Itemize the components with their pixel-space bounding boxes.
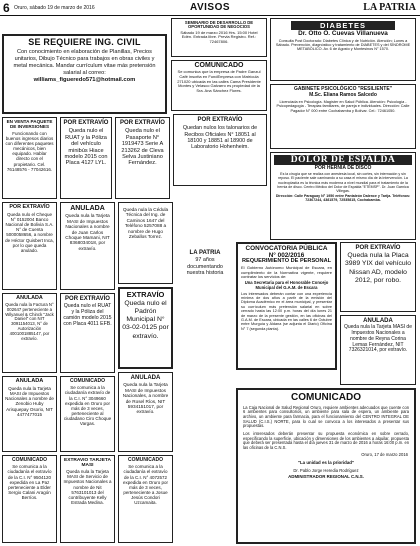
ad-title: POR EXTRAVÍO <box>9 204 50 210</box>
ad-title: COMUNICADO <box>70 378 105 384</box>
page-header <box>0 0 420 16</box>
ad-title: CONVOCATORIA PÚBLICA <box>245 245 328 252</box>
ad-email: williams_figueredo571@hotmail.com <box>33 77 136 84</box>
ad-extravio-ruat-2 <box>60 293 115 373</box>
ad-comunica-ci <box>60 376 115 452</box>
ad-body: Queda nula la Tarjeta MASI de Impuestos Nacionales a nombre de Juan Carlos Choque Mamani, NIT 8368034018, por extravío. <box>65 213 110 251</box>
ad-body: Se comunica a la ciudadanía extravío de la C.I. N° 3049660 expedida en Oruro por más de 3 veces, perteneciente al ciudadano Ciro Choque Vargas. <box>63 385 112 427</box>
ad-body: Queda nula la Cédula Técnica del Ing. de Caminos 1647 del Teléfono 5257088 a nombre de Hugo Zeballos Torrez. <box>122 207 169 240</box>
ad-gabinete <box>270 84 416 149</box>
ad-doctor: M.Sc. Eliana Ramos Salcedo <box>309 92 377 99</box>
ad-extravio-recibos <box>173 114 267 186</box>
ad-title: ANULADA <box>363 318 393 324</box>
ad-convocatoria <box>236 242 337 370</box>
ad-body: Es la cirugía que se realiza con anestesia local, sin cortes, sin internación y sin reposo. El paciente sale caminando a su casa el mismo día de la intervención. La nucleoplastía es la técnica más moderna a nivel mundial para el tratamiento de la hernia de disco. Centro Médico del Dolor de Espalda "ETEMSP". Dr. Juan Garnica Villegas. <box>277 172 409 193</box>
ad-cedula-tecnica <box>118 202 173 284</box>
ad-body: Queda nula la Placa 3989 YIX del vehículo Nissan AD, modelo 2012, por robo. <box>344 252 411 284</box>
ad-body: Queda nula la Factura N° 002647 perteneciente a Wilyanuel & Chinck "Jack Daniel" con NIT 3091154013, N° de Autorización 4001001885147, por extravío. <box>5 301 54 342</box>
ad-body: Sábado 19 de marzo 2016 Hrs. 15:00 Hotel Edén. Entrada libre. Previa Registro. Ref.: 72467806. <box>180 29 258 44</box>
ad-la-patria-anios <box>176 248 234 300</box>
ad-dolor-espalda <box>270 152 416 240</box>
ad-title: EXTRAVÍO <box>126 290 165 299</box>
ad-body: La Caja Nacional de Salud Regional Oruro, requiere ambientes adecuados que cuente con 6 ambientes para consultorios, un ambiente para sala de espera, un ambiente para archivo, un ambiente para farmacia, para el funcionamiento del CENTRO INTEGRAL DE SALUD (C.I.S.) NORTE, para lo cual se convoca a los interesados a presentar sus propuestas. <box>243 404 409 429</box>
ad-title: POR EXTRAVÍO <box>355 245 401 251</box>
ad-body: Se comunica a la ciudadanía el extravío de la C.I. N° 9504120 expedida en La Paz perteneciente a Elder Sergio Calani Aragón Berríos. <box>7 464 52 501</box>
ad-comunica-ci-2 <box>2 455 57 543</box>
ad-sign-name: Dr. Pablo Jorge Heredia Rodríguez <box>293 467 359 473</box>
ad-body: Queda nulo el RUAT y la Póliza del vehículo minibús Hiace modelo 2015 con Placa 4127 LYL. <box>64 128 108 167</box>
ad-seminario <box>171 18 267 57</box>
ad-body: Queda nulo el Padrón Municipal N° 03-02-0125 por extravío. <box>122 299 169 340</box>
ad-body: Queda nula la Tarjeta MASI de Servicio de Impuestos Nacionales a nombre de Nit 5763101013 del contribuyente Kelly Estrada Medina. <box>63 469 112 506</box>
ad-body: Se comunica que la empresa de Padre Ganzul Café inscrita en FundEmpresa con Matrícula 271020 ubicada en las calles Cama Presidente Montes y Velasco Galvarro es propiedad de la Sra. Ana Sánchez Flores. <box>177 69 261 93</box>
ad-body: Licenciada en Psicología. Magíster en Salud Pública. Atención: Psicología - Psicopedagogía - Terapias familiares, de pareja e individuales. Dirección: Calle Pagador N° 000 entre Cochabamba y Bolívar. Cel.: 72461050. <box>276 100 410 113</box>
ad-body: Se comunica a la ciudadanía el extravío de la C.I. N° 4072572 expedida en Oruro por más de 3 veces, perteneciente a Josue Jesús Condori Uzcamaita. <box>122 464 169 506</box>
section-title: AVISOS <box>190 2 231 13</box>
ad-number: N° 002/2016 <box>268 251 305 259</box>
ad-title: EN VENTA PAQUETE DE INVERSIONES <box>6 119 53 129</box>
ad-band: DOLOR DE ESPALDA <box>274 155 412 165</box>
ad-anulada-factura <box>2 293 57 373</box>
ad-sign-role: ADMINISTRADOR REGIONAL C.N.S. <box>288 473 364 479</box>
ad-body: Quedan nulos los talonarios de Recibos Oficiales N° 18051 al 18100 y 18851 al 18900 de Laboratorio Hohenheim. <box>182 125 258 150</box>
ad-title: COMUNICADO <box>12 457 47 463</box>
ad-title: EXTRAVIO TARJETA MASI <box>64 458 111 469</box>
ad-extravio-placa <box>340 242 416 312</box>
ad-extravio-pasaporte <box>115 117 170 199</box>
ad-body: Queda nulo el Cheque N° 0152004 Banco Nacional de Bolivia S.A. N° de Cuenta 5000058656, a nombre de Héctor Quisbert Inca, por lo que queda anulado. <box>5 211 54 253</box>
ad-body: Con conocimiento en elaboración de Planillas, Precios unitarios, Dibujo Técnico para trabajos en obras civiles y metal mecánica. Mandar currículum vitae más pretensión salarial al correo: <box>13 49 156 77</box>
ad-body: Funcionando con buenos ingresos diarios con diferentes paquetes mecánicos, bien equipado. Hablar directo con el propietario. Cel. 76148576 - 77042616. <box>5 130 54 172</box>
ad-comunicado-top <box>171 60 267 111</box>
ad-body: Queda nulo el RUAT y la Póliza del camión modelo 2015 con Placa 4011 EFB. <box>63 303 112 328</box>
ad-title: SEMINARIO DE DESARROLLO DE OPORTUNIDAD DE NEGOCIOS <box>184 20 254 30</box>
ad-sign-date: Oruro, 17 de marzo 2016 <box>361 451 408 457</box>
ad-title: ANULADA <box>16 295 43 301</box>
ad-title: COMUNICADO <box>128 457 163 463</box>
ad-title: GABINETE PSICOLÓGICO "RESILIENTE" <box>293 86 393 92</box>
ad-anulada-tarjeta-3 <box>118 372 173 452</box>
ad-title: POR EXTRAVÍO <box>65 296 110 302</box>
ad-item: Una Secretaria para el Honorable Concejo Municipal del G.A.M. de Escara <box>244 280 329 290</box>
ad-venta-paquete <box>2 117 57 199</box>
ad-subtitle: POR HERNIA DE DISCO <box>314 165 372 171</box>
ad-anulada-tarjeta-4 <box>340 315 416 385</box>
ad-extravio-ruat <box>60 117 112 199</box>
newspaper-name: LA PATRIA <box>363 2 416 13</box>
ad-body: Los interesados deberán presentar su propuesta económica en sobre cerrado, especificando la superficie, ubicación y dimensiones de los ambientes a alquilar, propuesta que deberá ser presentada hasta el día jueves 31 de marzo de 2016 a horas 16:00 p.m. en las oficinas de la C.N.S. <box>243 431 409 451</box>
ad-title: COMUNICADO <box>194 62 244 69</box>
ad-motto: "La unidad es la prioridad" <box>297 459 355 465</box>
ad-body: Los interesados deberán contar con una experiencia mínima de dos años a partir de la emisión del Diploma Académico en el área municipal, y presentar su currículum más pretensión salarial en sobre cerrado hasta las 12:00 p.m. horas del día lunes 21 de marzo de la presente gestión, en las oficinas del G.A.M. de Escara, ubicada en las calles 6 de Octubre entre Murguía y Aldana (se adjunta el Diario) Oficina N° 7 (segunda planta). <box>241 291 332 331</box>
ad-body: Queda nula la Tarjeta MASI de Impuestos Nacionales a nombre de Reyna Corina Lemas Fernández, NIT 7326321014, por extravío. <box>343 324 412 354</box>
ad-anulada-tarjeta-1 <box>60 202 115 290</box>
ad-title: POR EXTRAVÍO <box>63 120 109 126</box>
ad-title: ANULADA <box>130 375 161 381</box>
ad-body: Queda nula la Tarjeta MASI de Impuestos Nacionales, a nombre de Rosel Ríos, NIT 5934151017, por extravío. <box>122 382 169 415</box>
ad-body: El Gobierno Autónomo Municipal de Escara, en cumplimiento de la Normativa vigente, requiere contratar los servicios de: <box>241 265 332 280</box>
ad-comunica-ci-3 <box>118 455 173 543</box>
ad-band: DIABETES <box>291 21 395 30</box>
ad-diabetes <box>270 18 416 81</box>
ad-title: POR EXTRAVÍO <box>120 120 165 126</box>
ad-line2: 97 años documentando nuestra historia <box>186 257 224 276</box>
ad-ing-civil <box>2 34 167 114</box>
ad-comunicado-cns <box>236 388 416 544</box>
ad-extravio-cheque <box>2 202 57 290</box>
ad-body: Consulta Post Doctorado: Diabetes Clínica y de Nutrición. Atención: Lunes a Sábado. Prevención, diagnóstico y tratamiento de DIABETES y del SÍNDROME METABÓLICO. Av. 6 de Agosto y Montesinos N° 1570. <box>275 38 411 52</box>
page-date: Oruro, sábado 19 de marzo de 2016 <box>14 5 95 11</box>
ad-anulada-tarjeta-2 <box>2 376 57 452</box>
page-number: 6 <box>3 1 10 15</box>
ad-tarjeta-masi <box>60 455 115 543</box>
ad-title: COMUNICADO <box>291 392 361 403</box>
ad-doctor: Dr. Otto O. Cuevas Villanueva <box>298 30 388 37</box>
ad-extravio-padron <box>118 287 173 369</box>
ad-contact: Dirección: Calle Paraguay N° 1950 entre Pantaleón Dalence y Tarija. Teléfonos: 72367244, 4381579, 72535815, Cochabamba. <box>275 193 411 202</box>
ad-body: Queda nulo el Pasaporte N° 1919473 Serie A 213262 de Cleva Selva Justiniano Fernández. <box>121 128 164 167</box>
ad-title: SE REQUIERE ING. CIVIL <box>28 37 141 47</box>
ad-body: Queda nula la Tarjeta MASI de Impuestos Nacionales a nombre de Zenobio Huby Arisquepay Osorio, NIT 4477477015 <box>5 385 54 417</box>
ad-title: POR EXTRAVÍO <box>197 117 243 123</box>
ad-subtitle: REQUERIMIENTO DE PERSONAL <box>241 258 332 265</box>
ad-line1: LA PATRIA <box>189 250 221 256</box>
ad-title: ANULADA <box>15 378 44 384</box>
ad-title: ANULADA <box>70 205 105 212</box>
